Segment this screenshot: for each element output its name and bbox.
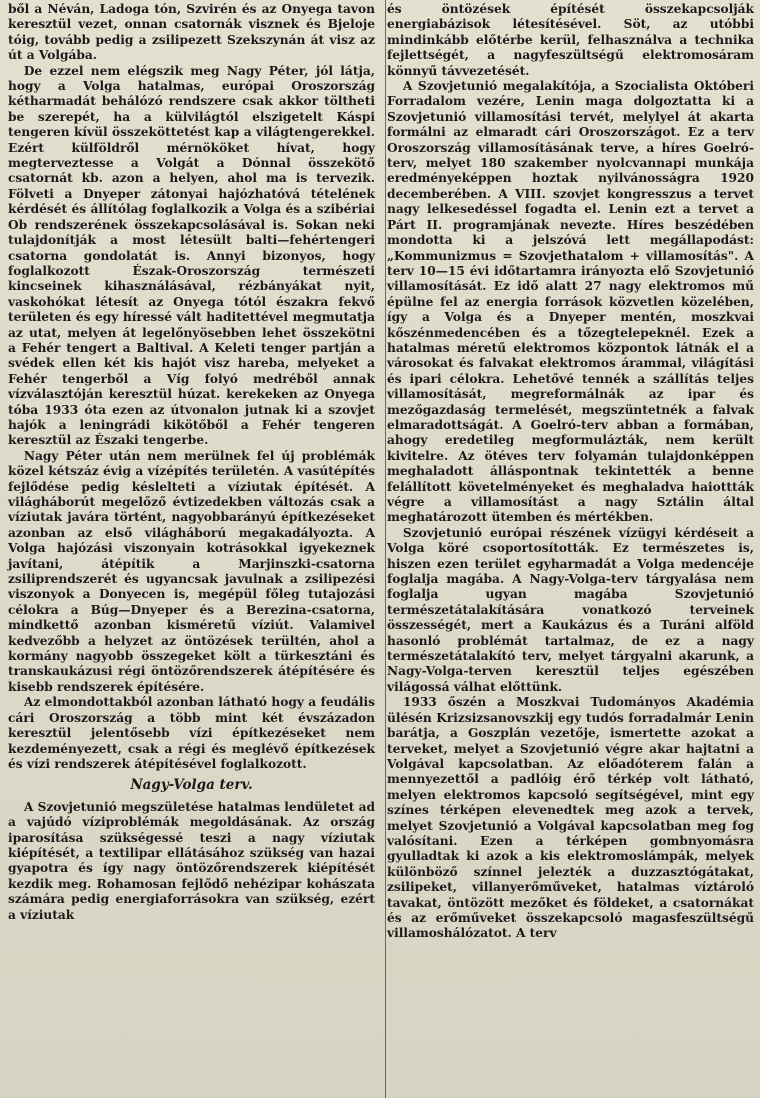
paragraph: 1933 őszén a Moszkvai Tudományos Akadémia ülésén Krizsizsanovszkij egy tudós forradalmár Lenin barátja, a Goszplán vezetője, ismertette azokat a terveket, melyet a Szovjetunió végre akar hajtatni a Volgával kapcsolatban. Az előadóterem falán a mennyezettől a padlóig érő térkép volt látható, melyen elektromos kapcsoló segítségével, mint egy színes térképen elevenedtek meg azok a tervek, melyet Szovjetunió a Volgával kapcsolatban meg fog valósítani. Ezen a térképen gombnyomásra gyulladtak ki azok a kis elektromoslámpák, melyek különböző színnel jelezték a duzzasztógátakat, zsilipeket, villanyerőműveket, hatalmas víztároló tavakat, öntözött mezőket és földeket, a csatornákat és az erőműveket összekapcsoló magasfeszültségű villamoshálózatot. A terv (387, 695, 754, 941)
paragraph: Nagy Péter után nem merülnek fel új problémák közel kétszáz évig a vízépítés területén. A vasútépítés fejlődése pedig késlelteti a víziutak építését. A világháborút megelőző évtizedekben változás csak a víziutak javára történt, nagyobbarányú építkezéseket azonban az első világháború megakadályozta. A Volga hajózási viszonyain kotrásokkal igyekeznek javítani, átépítik a Marjinszki-csatorna zsiliprendszerét és ugyancsak javulnak a zsilipezési viszonyok a Donyecen is, megépül főleg tutajozási célokra a Búg—Dnyeper és a Berezina-csatorna, mindkettő azonban kisméretű víziút. Valamivel kedvezőbb a helyzet az öntözések terültén, ahol a kormány nagyobb összegeket költ a türkesztáni és transkaukázusi régi öntözőrendszerek átépítésére és kisebb rendszerek építésére. (8, 448, 375, 694)
paragraph: A Szovjetunió megalakítója, a Szocialista Októberi Forradalom vezére, Lenin maga dolgoztatta ki a Szovjetunió villamosítási tervét, melylyel át akarta formálni az elmaradt cári Oroszországot. Ez a terv Oroszország villamosításának terve, a híres Goelró-terv, melyet 180 szakember nyolcvannapi munkája eredményeképpen hoztak nyilvánosságra 1920 decemberében. A VIII. szovjet kongresszus a tervet nagy lelkesedéssel fogadta el. Lenin ezt a tervet a Párt II. programjának nevezte. Híres beszédében mondotta ki a jelszóvá lett megállapodást: „Kommunizmus = Szovjethatalom + villamosítás". A terv 10—15 évi időtartamra irányozta elő Szovjetunió villamosítását. Ez idő alatt 27 nagy elektromos mű épülne fel az energia források közvetlen közelében, így a Volga és a Dnyeper mentén, moszkvai kőszénmedencében és a tőzegtelepeknél. Ezek a hatalmas méretű elektromos központok látnák el a városokat és falvakat elektromos árammal, világítási és ipari célokra. Lehetővé tennék a szállítás teljes villamosítását, megreformálnák az ipar és mezőgazdaság termelését, megszüntetnék a falvak elmaradottságát. A Goelró-terv abban a formában, ahogy eredetileg megformulázták, nem került kivitelre. Az ötéves terv folyamán tulajdonképpen meghaladott álláspontnak tekintették a benne felállított követelményeket és meghaladva haiottták végre a villamosítást a nagy Sztálin által meghatározott ütemben és mértékben. (387, 79, 754, 525)
paragraph: és öntözések építését összekapcsolják energiabázisok létesítésével. Söt, az utóbbi mindinkább előtérbe kerül, felhasználva a technika fejlettségét, a nagyfeszültségű elektromosáram könnyű távvezetését. (387, 2, 754, 78)
paragraph: A Szovjetunió megszületése hatalmas lendületet ad a vajúdó víziproblémák megoldásának. Az ország iparosítása szükségessé teszi a nagy víziutak kiépítését, a textilipar ellátásához szükség van hazai gyapotra és így nagy öntözőrendszerek kiépítését kezdik meg. Rohamosan fejlődő nehézipar kohászata számára pedig energiaforrásokra van szükség, ezért a víziutak (8, 799, 375, 922)
paragraph: De ezzel nem elégszik meg Nagy Péter, jól látja, hogy a Volga hatalmas, európai Oroszország kétharmadát behálózó rendszere csak akkor töltheti be szerepét, ha a külvilágtól elszigetelt Káspi tengeren kívül összeköttetést kap a világtengerekkel. Ezért külföldről mérnököket hívat, hogy megterveztesse a Volgát a Dónnal összekötő csatornát kb. azon a helyen, ahol ma is tervezik. Fölveti a Dnyeper zátonyai hajózhatóvá tételének kérdését és állítólag foglalkozik a Volga és a szibériai Ob rendszerének összekapcsolásával is. Sokan neki tulajdonítják a most létesült balti—fehértengeri csatorna gondolatát is. Annyi bizonyos, hogy foglalkozott Észak-Oroszország természeti kincseinek kihasználásával, rézbányákat nyit, vaskohókat létesít az Onyega tótól északra fekvő területen és egy híressé vált haditettével megmutatja az utat, melyen át legelőnyösebben lehet összekötni a Fehér tengert a Baltival. A Keleti tenger partján a svédek ellen két kis hajót visz hareba, melyeket a Fehér tengerből a Víg folyó medréből annak vízválasztóján keresztül húzat. kerekeken az Onyega tóba 1933 óta ezen az útvonalon jutnak ki a szovjet hajók a leningrádi kikötőből a Fehér tengeren keresztül az Északi tengerbe. (8, 63, 375, 448)
column-divider (385, 0, 386, 1098)
section-heading: Nagy-Volga terv. (130, 777, 253, 794)
paragraph: ből a Néván, Ladoga tón, Szvirén és az Onyega tavon keresztül vezet, onnan csatornák visznek és Bjeloje tóig, tovább pedig a zsilipezett Szekszynán át visz az út a Volgába. (8, 2, 375, 63)
paragraph: Az elmondottakból azonban látható hogy a feudális cári Oroszország a több mint két évszázadon keresztül jelentősebb vízi építkezéseket nem kezdeményezett, csak a régi és meglévő építkezések és vízi rendszerek átépítésével foglalkozott. (8, 695, 375, 771)
paragraph: Szovjetunió európai részének vízügyi kérdéseit a Volga köré csoportosították. Ez természetes is, hiszen ezen terület egyharmadát a Volga medencéje foglalja magába. A Nagy-Volga-terv tárgyalása nem foglalja ugyan magába Szovjetunió természetátalakítására vonatkozó terveinek összességét, mert a Kaukázus és a Turáni alföld hasonló problémát tartalmaz, de ez a nagy természetátalakító terv, melyet tárgyalni akarunk, a Nagy-Volga-terven keresztül teljes egészében világossá válhat előttünk. (387, 525, 754, 694)
left-column (8, 2, 375, 1098)
right-column (387, 2, 754, 1098)
